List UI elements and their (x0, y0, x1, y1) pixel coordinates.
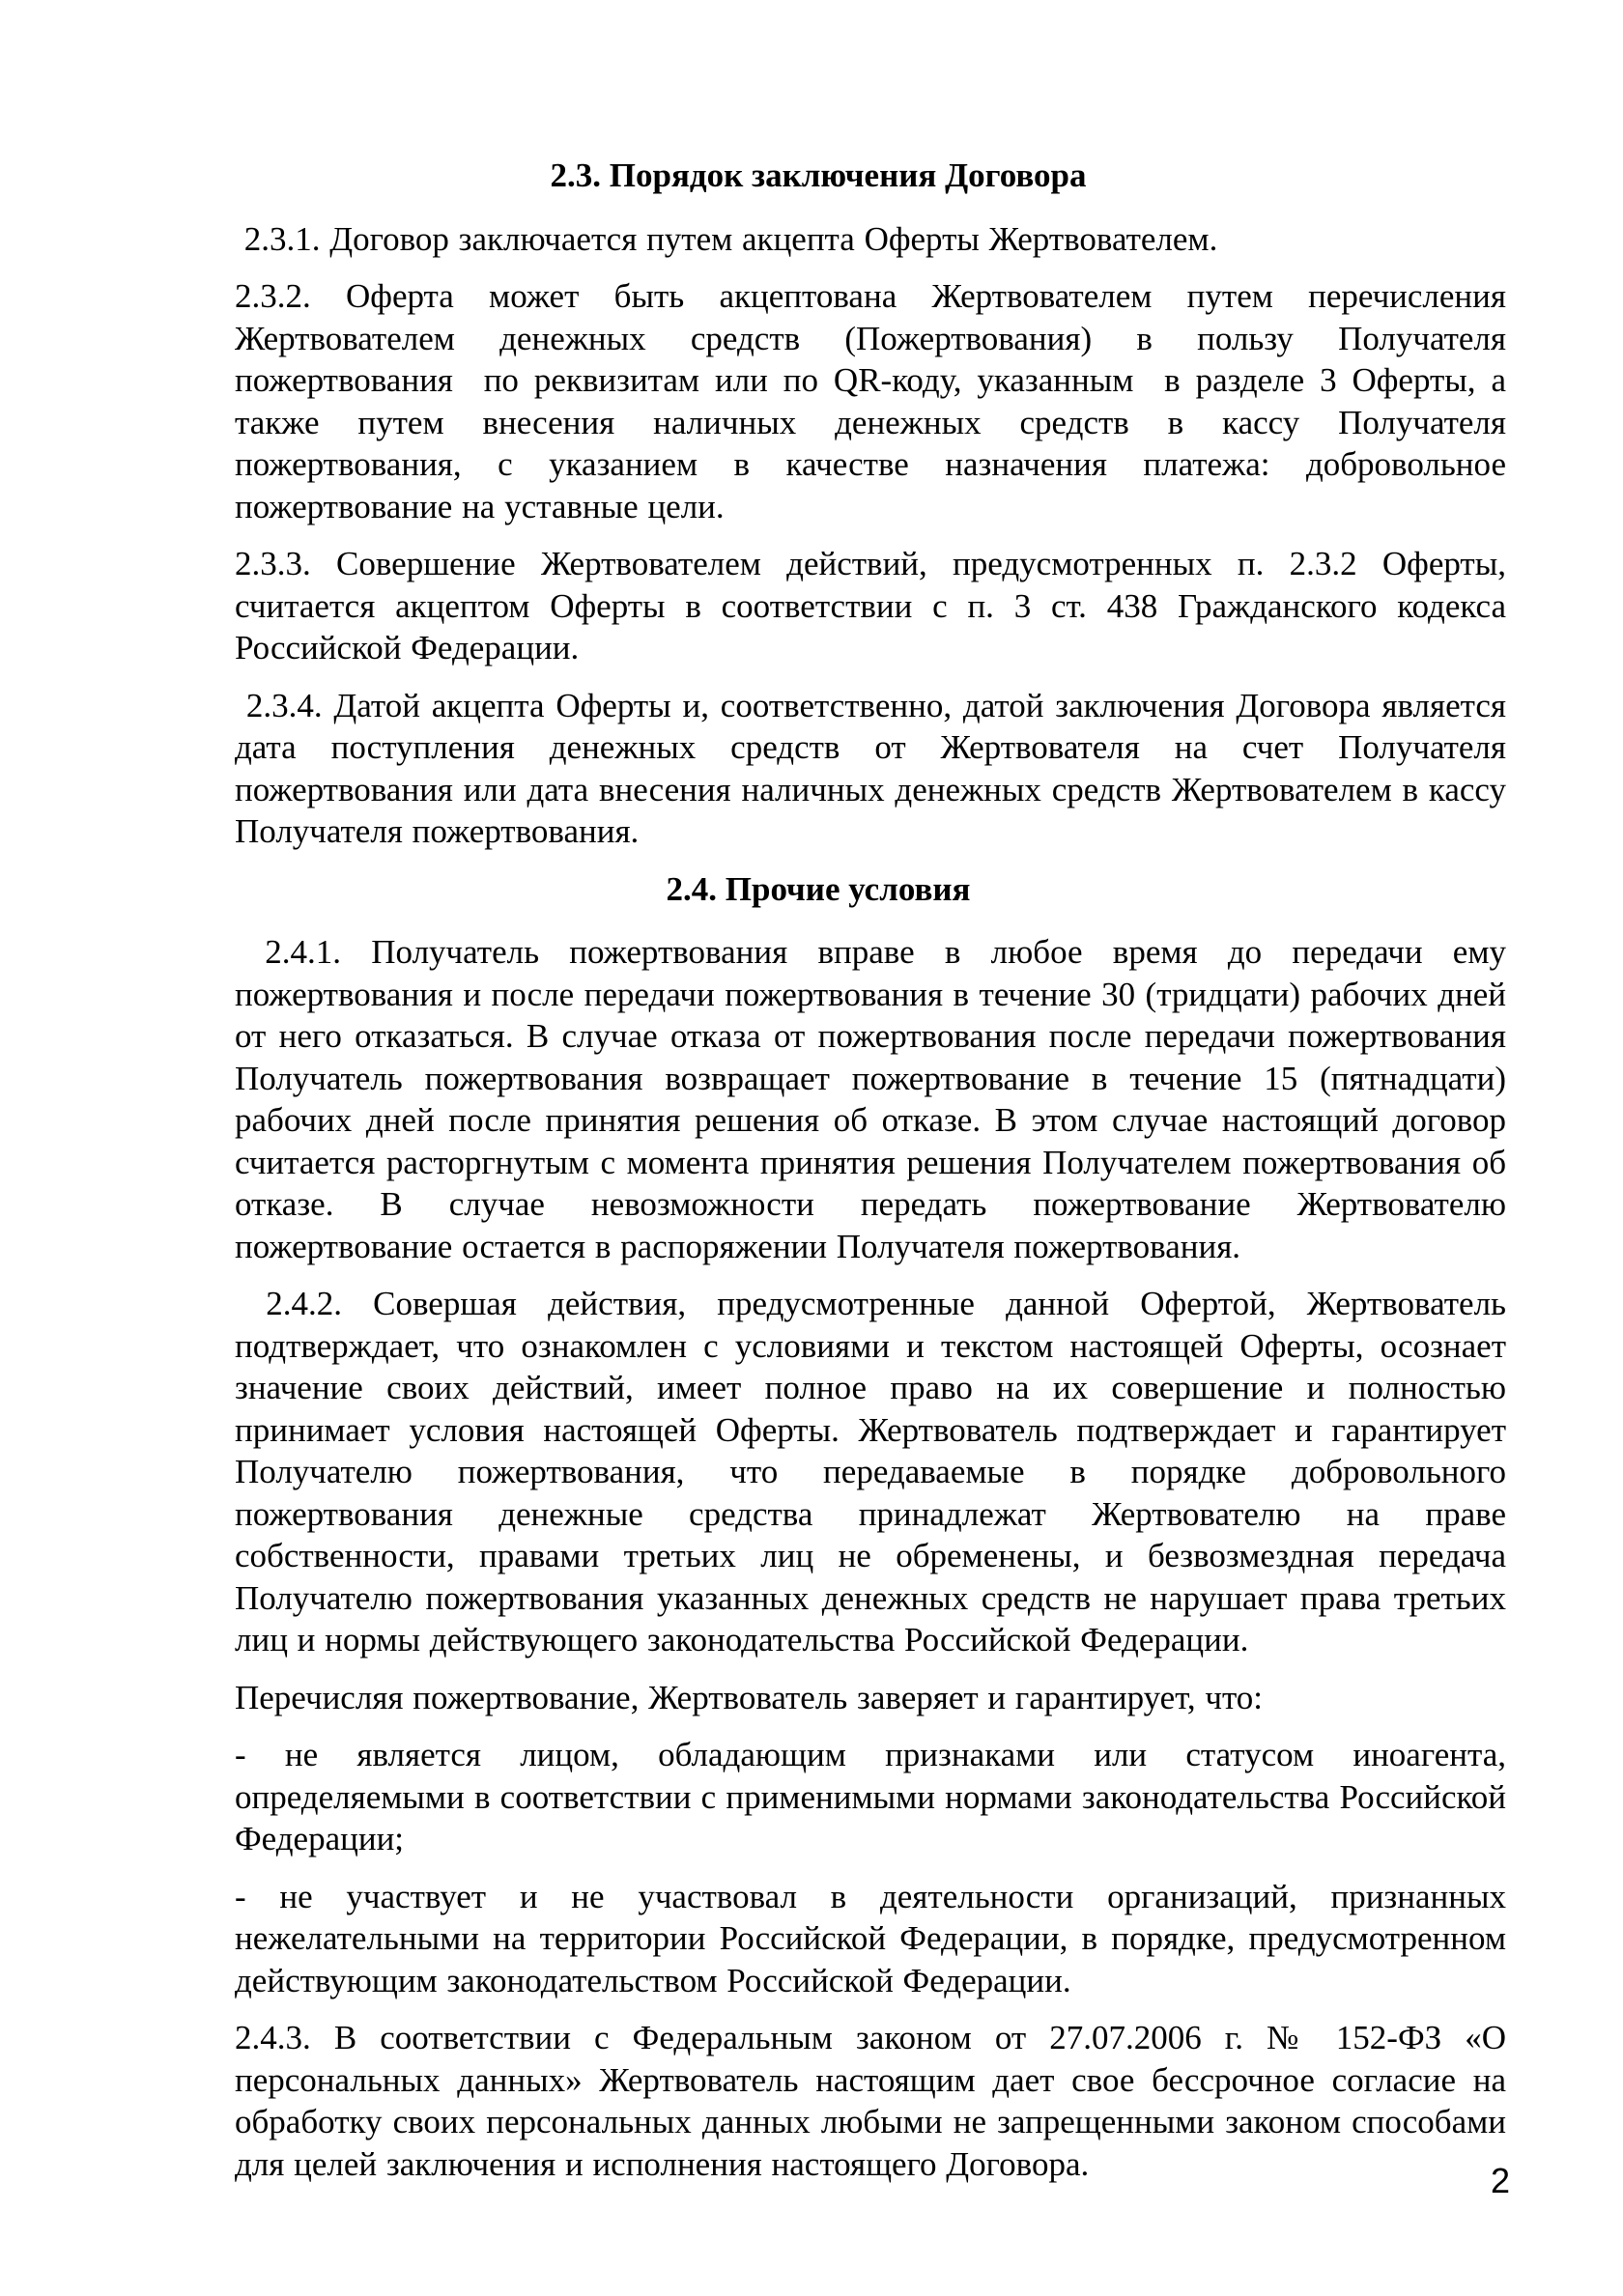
para-bullet-undesirable-orgs: - не участвует и не участвовал в деятельности организаций, признанных нежелательными на территории Российской Федерации, в порядке, предусмотренном действующим законодательством Российской Федерации. (235, 1877, 1516, 1999)
para-2-3-1: 2.3.1. Договор заключается путем акцепта Оферты Жертвователем. (235, 219, 1218, 258)
para-2-3-2: 2.3.2. Оферта может быть акцептована Жертвователем путем перечисления Жертвователем денежных средств (Пожертвования) в пользу Получателя пожертвования по реквизитам или по QR-коду, указанным в разделе 3 Оферты, а также путем внесения наличных денежных средств в кассу Получателя пожертвования, с указанием в качестве назначения платежа: добровольное пожертвование на уставные цели. (235, 277, 1516, 525)
section-heading-2-3: 2.3. Порядок заключения Договора (550, 156, 1087, 194)
para-2-4-2: 2.4.2. Совершая действия, предусмотренные данной Офертой, Жертвователь подтверждает, что ознакомлен с условиями и текстом настоящей Оферты, осознает значение своих действий, имеет полное право на их совершение и полностью принимает условия настоящей Оферты. Жертвователь подтверждает и гарантирует Получателю пожертвования, что передаваемые в порядке добровольного пожертвования денежные средства принадлежат Жертвователю на праве собственности, правами третьих лиц не обременены, и безвозмездная передача Получателю пожертвования указанных денежных средств не нарушает права третьих лиц и нормы действующего законодательства Российской Федерации. (235, 1285, 1516, 1658)
page-content (235, 155, 1516, 2200)
para-2-3-4: 2.3.4. Датой акцепта Оферты и, соответственно, датой заключения Договора является дата поступления денежных средств от Жертвователя на счет Получателя пожертвования или дата внесения наличных денежных средств Жертвователем в кассу Получателя пожертвования. (235, 686, 1516, 850)
para-guarantee-intro: Перечисляя пожертвование, Жертвователь заверяет и гарантирует, что: (235, 1678, 1264, 1716)
para-2-3-3: 2.3.3. Совершение Жертвователем действий, предусмотренных п. 2.3.2 Оферты, считается акцептом Оферты в соответствии с п. 3 ст. 438 Гражданского кодекса Российской Федерации. (235, 545, 1516, 666)
page-number: 2 (1491, 2161, 1511, 2200)
para-bullet-foreign-agent: - не является лицом, обладающим признаками или статусом иноагента, определяемыми в соответствии с применимыми нормами законодательства Российской Федерации; (235, 1736, 1516, 1857)
para-2-4-1: 2.4.1. Получатель пожертвования вправе в любое время до передачи ему пожертвования и после передачи пожертвования в течение 30 (тридцати) рабочих дней от него отказаться. В случае отказа от пожертвования после передачи пожертвования Получатель пожертвования возвращает пожертвование в течение 15 (пятнадцати) рабочих дней после принятия решения об отказе. В этом случае настоящий договор считается расторгнутым с момента принятия решения Получателем пожертвования об отказе. В случае невозможности передать пожертвование Жертвователю пожертвование остается в распоряжении Получателя пожертвования. (235, 933, 1516, 1265)
para-2-4-3: 2.4.3. В соответствии с Федеральным законом от 27.07.2006 г. № 152-ФЗ «О персональных данных» Жертвователь настоящим дает свое бессрочное согласие на обработку своих персональных данных любыми не запрещенными законом способами для целей заключения и исполнения настоящего Договора. (235, 2019, 1516, 2183)
section-heading-2-4: 2.4. Прочие условия (666, 869, 971, 908)
